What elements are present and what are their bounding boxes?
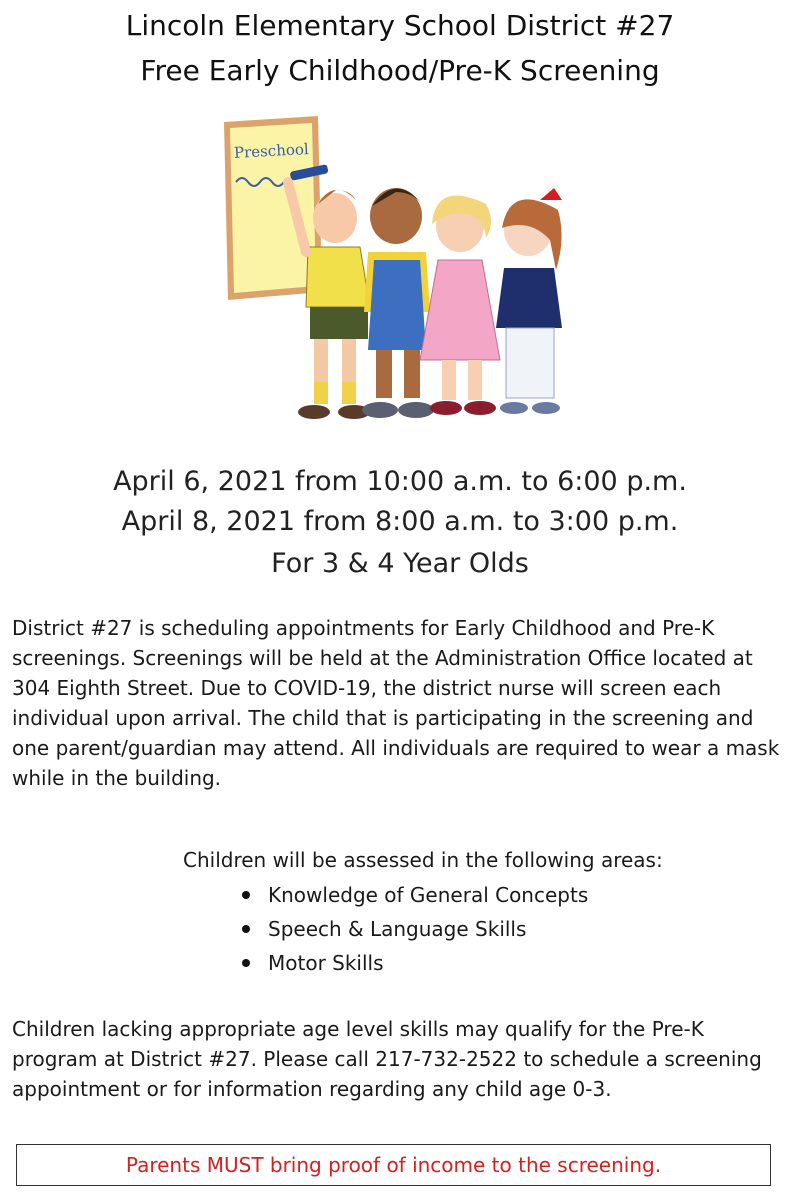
contact-paragraph: Children lacking appropriate age level skills may qualify for the Pre-K program at District #27. Please call 217-732-2522 to schedule a screening appointment or for information regarding any child age 0-3.	[12, 1017, 762, 1101]
children-at-board-illustration	[210, 112, 590, 442]
bullet-icon	[242, 891, 250, 899]
assessment-intro: Children will be assessed in the following areas:	[183, 848, 663, 872]
list-item	[240, 946, 588, 980]
child-navy-shirt	[496, 188, 562, 414]
child-yellow-shirt	[288, 182, 370, 419]
bullet-icon	[242, 959, 250, 967]
list-item	[240, 912, 588, 946]
list-item-label: Speech & Language Skills	[268, 917, 527, 941]
list-item-label: Knowledge of General Concepts	[268, 883, 589, 907]
page-title: Lincoln Elementary School District #27	[125, 9, 675, 42]
schedule-ages: For 3 & 4 Year Olds	[271, 548, 529, 579]
list-item-label: Motor Skills	[268, 951, 384, 975]
board-text: Preschool	[233, 139, 310, 162]
schedule-date-1: April 6, 2021 from 10:00 a.m. to 6:00 p.m.	[113, 466, 687, 497]
child-overalls	[362, 188, 434, 418]
intro-paragraph: District #27 is scheduling appointments for Early Childhood and Pre-K screenings. Screenings will be held at the Administration Office located at 304 Eighth Street. Due to COVID-19, the district nurse will screen each individual upon arrival. The child that is participating in the screening and one parent/guardian may attend. All individuals are required to wear a mask while in the building.	[12, 616, 780, 790]
page-subtitle: Free Early Childhood/Pre-K Screening	[140, 54, 660, 87]
bullet-icon	[242, 925, 250, 933]
schedule-date-2: April 8, 2021 from 8:00 a.m. to 3:00 p.m.	[121, 506, 679, 537]
income-proof-notice: Parents MUST bring proof of income to the screening.	[16, 1144, 771, 1186]
assessment-list	[240, 878, 588, 980]
child-pink-dress	[420, 196, 500, 415]
list-item	[240, 878, 588, 912]
